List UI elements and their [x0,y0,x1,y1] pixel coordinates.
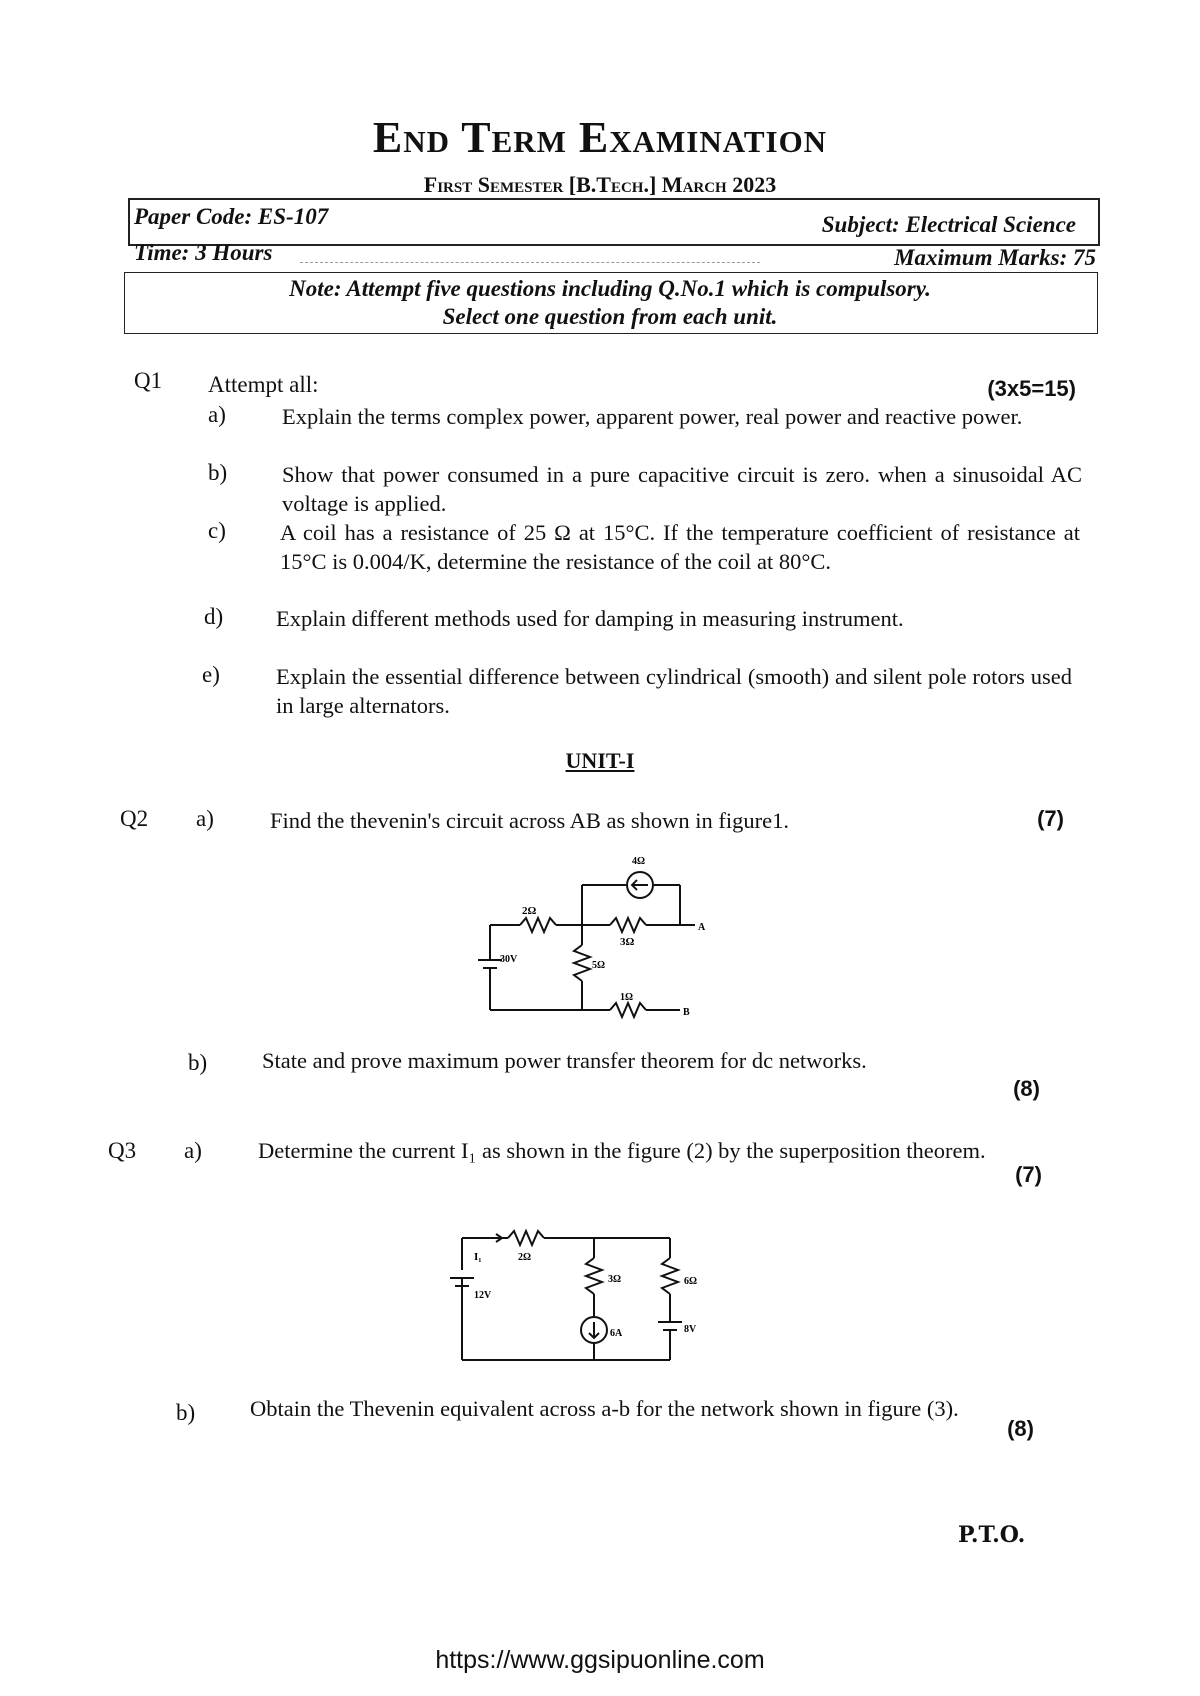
q1b-label: b) [208,460,228,485]
fig1-r1-label: 2Ω [522,905,537,917]
q2a-text: Find the thevenin's circuit across AB as shown in figure1. [270,808,789,833]
fig2-isrc-label: 6A [610,1328,623,1339]
q2b-label: b) [188,1050,208,1075]
exam-subtitle: First Semester [B.Tech.] March 2023 [423,172,777,197]
exam-time: Time: 3 Hours [134,240,273,265]
footer-url[interactable]: https://www.ggsipuonline.com [435,1646,765,1674]
exam-title: End Term Examination [372,113,828,162]
note-line-1: Note: Attempt five questions including Q.No.1 which is compulsory. [289,276,931,301]
fig1-r2-label: 3Ω [620,936,635,948]
q3b-marks: (8) [1007,1416,1034,1441]
figure-1-circuit [470,850,730,1020]
q3a-marks: (7) [1015,1162,1042,1187]
q3b-label: b) [176,1400,196,1425]
fig1-voltage-label: 30V [500,954,518,965]
q1e-text: Explain the essential difference between cylindrical (smooth) and silent pole rotors used in large alternators. [276,664,1072,718]
q1-intro: Attempt all: [208,372,319,397]
subject: Subject: Electrical Science [821,212,1076,237]
unit-heading: UNIT-I [565,748,635,773]
note-line-2: Select one question from each unit. [442,304,778,329]
q1d-text: Explain different methods used for damping in measuring instrument. [276,606,904,631]
q2a-label: a) [196,806,214,831]
paper-code: Paper Code: ES-107 [134,204,329,229]
fig1-node-a: A [698,922,706,933]
q2b-text: State and prove maximum power transfer theorem for dc networks. [262,1048,867,1073]
figure-2-circuit [440,1218,700,1368]
fig2-v2-label: 8V [684,1324,697,1335]
q1-label: Q1 [134,368,163,393]
q1a-text: Explain the terms complex power, apparent power, real power and reactive power. [282,404,1023,429]
q1d-label: d) [204,604,224,629]
q3a-label: a) [184,1138,202,1163]
fig1-source-label: 4Ω [632,856,646,867]
fig2-r3-label: 6Ω [684,1276,698,1287]
q1b-text: Show that power consumed in a pure capacitive circuit is zero. when a sinusoidal AC voltage is applied. [282,462,1082,516]
fig2-current-label: I₁ [474,1251,482,1263]
q3b-text: Obtain the Thevenin equivalent across a-b for the network shown in figure (3). [250,1396,959,1421]
divider [300,262,760,263]
q1c-text: A coil has a resistance of 25 Ω at 15°C. If the temperature coefficient of resistance at 15°C is 0.004/K, determine the resistance of the coil at 80°C. [280,520,1080,574]
q1a-label: a) [208,402,226,427]
fig2-r1-label: 2Ω [518,1252,532,1263]
q2a-marks: (7) [1037,806,1064,831]
fig1-node-b: B [683,1007,690,1018]
fig2-r2-label: 3Ω [608,1274,622,1285]
q2-label: Q2 [120,806,149,831]
q2b-marks: (8) [1013,1076,1040,1101]
q1-marks: (3x5=15) [987,376,1076,401]
q3a-text: Determine the current I₁ as shown in the figure (2) by the superposition theorem. [258,1138,986,1163]
fig1-r4-label: 1Ω [620,992,634,1003]
fig1-r3-label: 5Ω [592,960,606,971]
maximum-marks: Maximum Marks: 75 [894,245,1096,270]
pto-label: P.T.O. [958,1522,1026,1548]
fig2-v1-label: 12V [474,1290,492,1301]
q1c-label: c) [208,518,226,543]
q1e-label: e) [202,662,220,687]
q3-label: Q3 [108,1138,137,1163]
